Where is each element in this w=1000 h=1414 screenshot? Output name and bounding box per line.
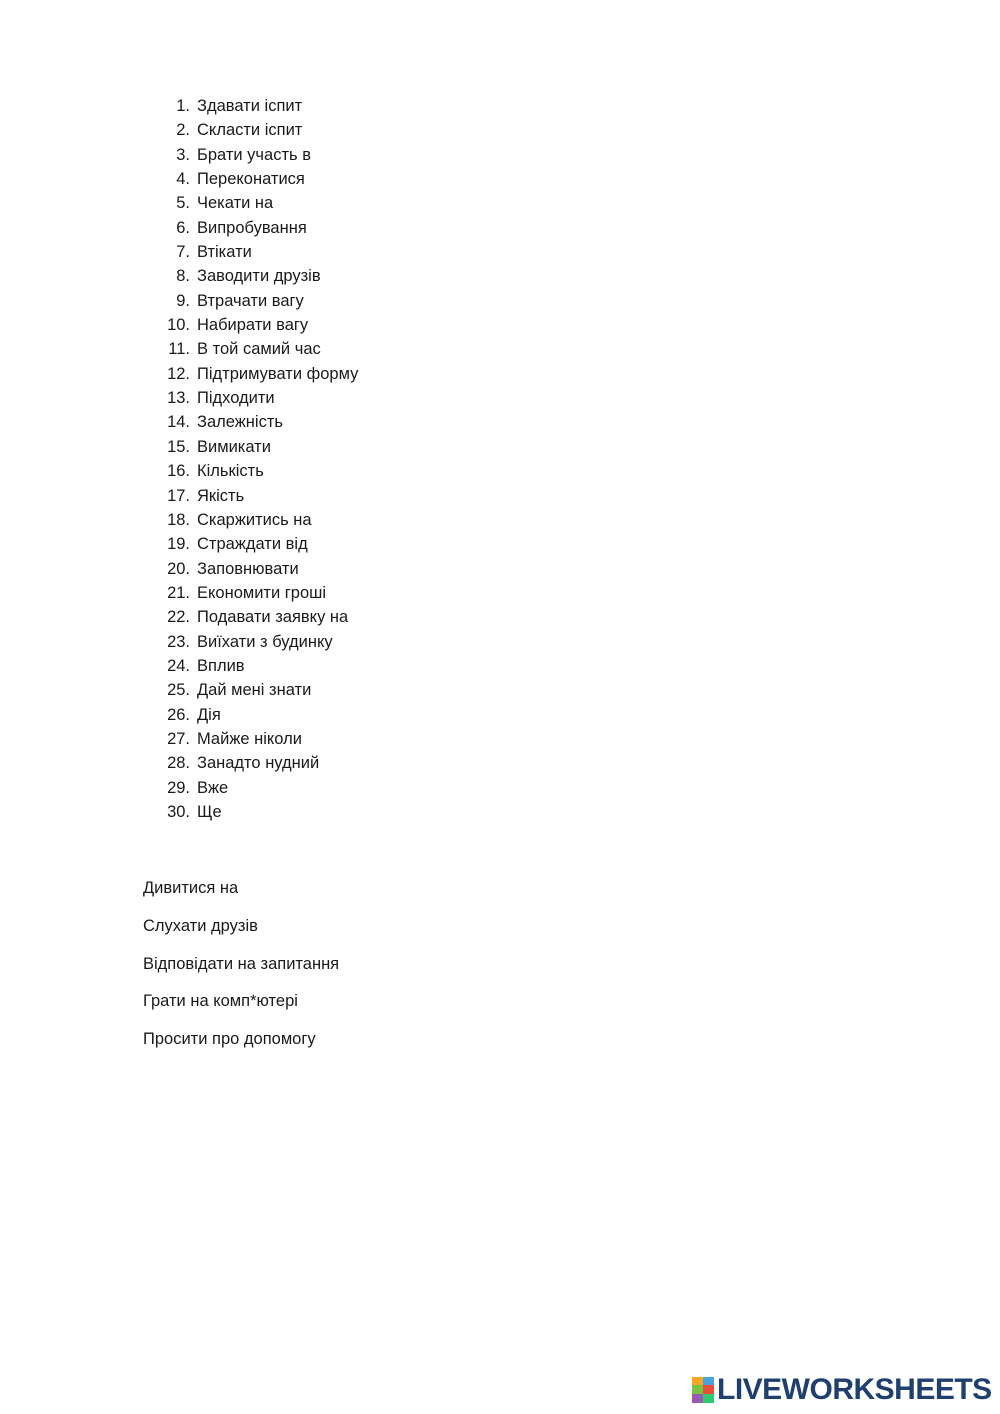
list-item-text: Дай мені знати bbox=[197, 681, 312, 700]
list-item-text: Вплив bbox=[197, 656, 245, 675]
list-item-number: 8. bbox=[176, 267, 190, 286]
phrase-item: Дивитися на bbox=[143, 879, 239, 897]
list-item bbox=[143, 313, 358, 337]
list-item bbox=[143, 143, 358, 167]
list-item-text: Підтримувати форму bbox=[197, 364, 359, 383]
list-item-text: Скласти іспит bbox=[197, 121, 303, 140]
list-item-number: 29. bbox=[167, 778, 190, 797]
list-item bbox=[143, 532, 358, 556]
list-item bbox=[143, 557, 358, 581]
list-item-text: Заповнювати bbox=[197, 559, 299, 578]
list-item-number: 14. bbox=[167, 413, 190, 432]
phrase-item: Просити про допомогу bbox=[143, 1030, 316, 1049]
list-item-number: 20. bbox=[167, 559, 190, 578]
list-item-text: Випробування bbox=[197, 218, 307, 237]
list-item-text: Брати участь в bbox=[197, 145, 311, 164]
list-item bbox=[143, 484, 358, 508]
list-item bbox=[143, 410, 358, 434]
phrase-item: Грати на комп*ютері bbox=[143, 992, 298, 1011]
list-item-number: 11. bbox=[168, 340, 190, 359]
list-item-number: 23. bbox=[167, 632, 190, 651]
list-item-number: 19. bbox=[167, 535, 190, 554]
list-item-text: Якість bbox=[197, 486, 245, 505]
list-item bbox=[143, 678, 358, 702]
list-item bbox=[143, 289, 358, 313]
list-item-text: Ще bbox=[197, 802, 222, 821]
list-item-text: Вже bbox=[197, 778, 229, 797]
list-item-text: Чекати на bbox=[197, 194, 274, 213]
list-item-text: Економити гроші bbox=[197, 583, 327, 602]
list-item-text: Заводити друзів bbox=[197, 267, 321, 286]
list-item-number: 10. bbox=[167, 316, 190, 335]
list-item bbox=[143, 630, 358, 654]
list-item-number: 17. bbox=[167, 486, 190, 505]
list-item-number: 9. bbox=[176, 291, 190, 310]
list-item bbox=[143, 776, 358, 800]
list-item bbox=[143, 800, 358, 824]
list-item-text: Підходити bbox=[197, 389, 275, 408]
list-item bbox=[143, 703, 358, 727]
list-item-number: 3. bbox=[176, 145, 190, 164]
list-item bbox=[143, 727, 358, 751]
list-item-text: В той самий час bbox=[197, 340, 321, 359]
phrase-list bbox=[143, 876, 339, 1065]
list-item-number: 26. bbox=[167, 705, 190, 724]
list-item-number: 6. bbox=[176, 218, 190, 237]
list-item-text: Виїхати з будинку bbox=[197, 632, 333, 651]
list-item-text: Здавати іспит bbox=[197, 97, 303, 115]
list-item bbox=[143, 605, 358, 629]
list-item bbox=[143, 459, 358, 483]
list-item-number: 18. bbox=[167, 510, 190, 529]
list-item bbox=[143, 654, 358, 678]
list-item-text: Втрачати вагу bbox=[197, 291, 304, 310]
list-item-number: 16. bbox=[167, 462, 190, 481]
list-item-text: Майже ніколи bbox=[197, 729, 302, 748]
list-item-number: 13. bbox=[167, 389, 190, 408]
list-item-number: 5. bbox=[176, 194, 190, 213]
phrase-item: Слухати друзів bbox=[143, 916, 258, 935]
list-item-text: Втікати bbox=[197, 243, 252, 262]
list-item-number: 4. bbox=[176, 170, 190, 189]
numbered-vocabulary-list bbox=[143, 94, 358, 824]
list-item-number: 24. bbox=[167, 656, 190, 675]
list-item bbox=[143, 216, 358, 240]
list-item-number: 25. bbox=[167, 681, 190, 700]
list-item-text: Скаржитись на bbox=[197, 510, 312, 529]
list-item-text: Страждати від bbox=[197, 535, 308, 554]
list-item-number: 21. bbox=[167, 583, 190, 602]
list-item bbox=[143, 118, 358, 142]
list-item-text: Набирати вагу bbox=[197, 316, 309, 335]
list-item bbox=[143, 581, 358, 605]
phrase-item: Відповідати на запитання bbox=[143, 954, 340, 973]
list-item-text: Кількість bbox=[197, 462, 264, 481]
list-item bbox=[143, 167, 358, 191]
liveworksheets-logo-icon bbox=[692, 1377, 714, 1403]
list-item bbox=[143, 191, 358, 215]
list-item-number: 1. bbox=[176, 97, 190, 115]
list-item bbox=[143, 94, 358, 118]
list-item-number: 7. bbox=[176, 243, 190, 262]
list-item-number: 28. bbox=[167, 754, 190, 773]
list-item-number: 30. bbox=[167, 802, 190, 821]
list-item-text: Занадто нудний bbox=[197, 754, 320, 773]
list-item-number: 12. bbox=[167, 364, 190, 383]
list-item bbox=[143, 435, 358, 459]
list-item bbox=[143, 264, 358, 288]
list-item-number: 22. bbox=[167, 608, 190, 627]
list-item-text: Подавати заявку на bbox=[197, 608, 349, 627]
list-item bbox=[143, 751, 358, 775]
list-item-text: Дія bbox=[197, 705, 221, 724]
list-item-number: 2. bbox=[176, 121, 190, 140]
list-item bbox=[143, 386, 358, 410]
list-item-text: Переконатися bbox=[197, 170, 305, 189]
liveworksheets-logo[interactable] bbox=[692, 1374, 992, 1406]
list-item-number: 15. bbox=[167, 437, 190, 456]
list-item-text: Вимикати bbox=[197, 437, 271, 456]
list-item-number: 27. bbox=[167, 729, 190, 748]
list-item bbox=[143, 508, 358, 532]
list-item-text: Залежність bbox=[197, 413, 283, 432]
logo-text: LIVEWORKSHEETS bbox=[717, 1373, 992, 1406]
list-item bbox=[143, 337, 358, 361]
list-item bbox=[143, 240, 358, 264]
list-item bbox=[143, 362, 358, 386]
